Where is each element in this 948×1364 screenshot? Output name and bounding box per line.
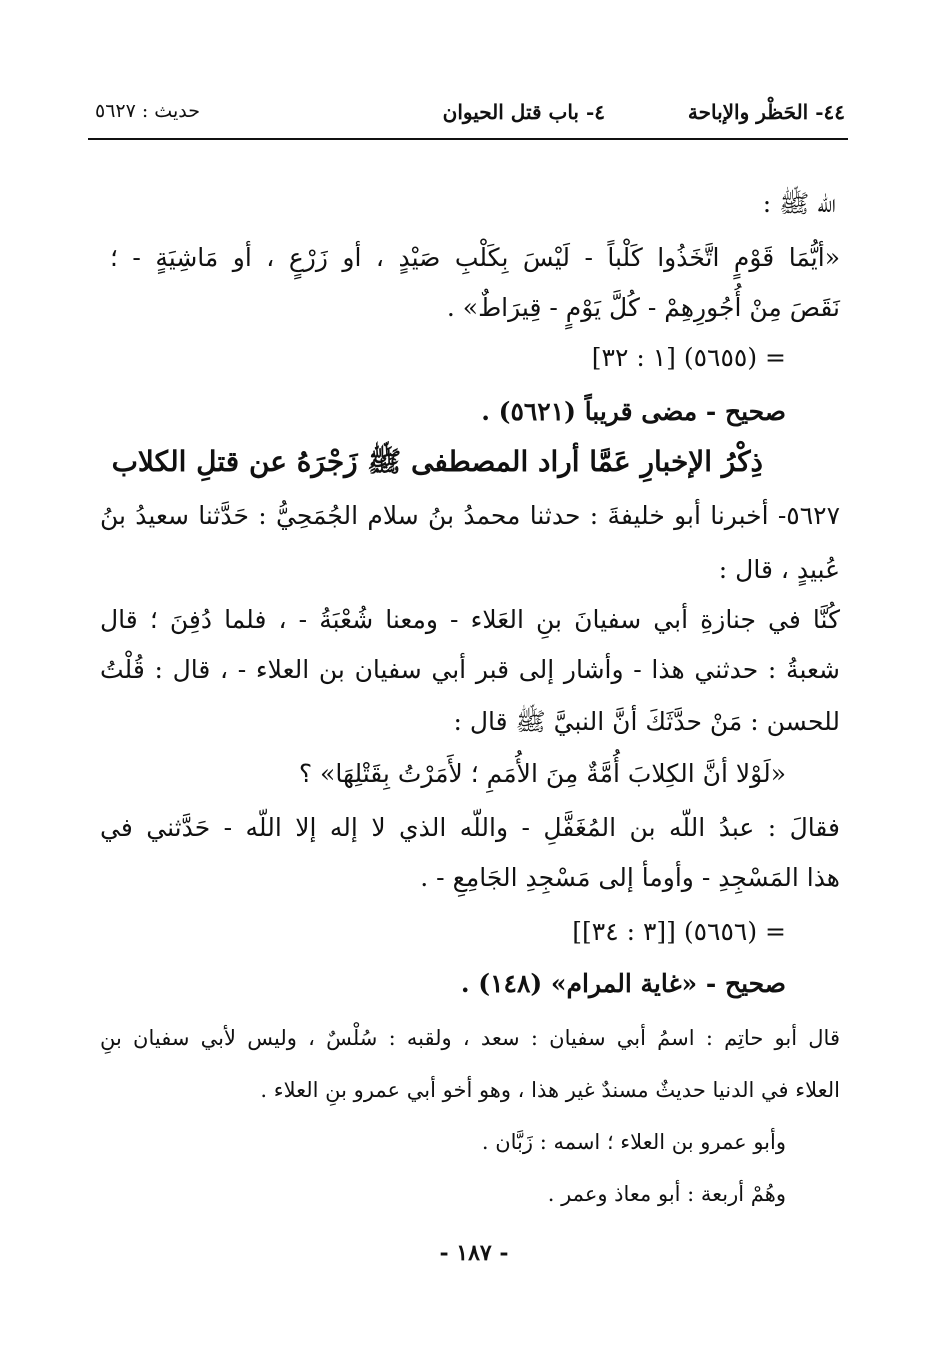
- header-rule: [88, 138, 848, 140]
- text-line-11: للحسن : مَنْ حدَّثَكَ أنَّ النبيَّ ﷺ قال :: [453, 707, 840, 736]
- text-line-19: وأبو عمرو بن العلاء ؛ اسمه : زَبَّان .: [481, 1130, 786, 1154]
- text-line-7: ٥٦٢٧- أخبرنا أبو خليفةَ : حدثنا محمدُ بنُ سلام الجُمَحِيُّ : حَدَّثنا سعيدُ بنُ: [100, 501, 840, 530]
- text-line-15: = (٥٦٥٦) [[٣ : ٣٤]]: [572, 917, 786, 946]
- chapter-title: ٤- باب قتل الحيوان: [442, 100, 605, 124]
- text-line-13: فقالَ : عبدُ اللّه بن المُغَفَّلِ - واللّه الذي لا إله إلا اللّه - حَدَّثني في: [100, 813, 840, 842]
- text-line-4: = (٥٦٥٥) [١ : ٣٢]: [591, 343, 786, 372]
- text-line-5: صحيح - مضى قريباً (٥٦٢١) .: [481, 397, 786, 426]
- page-number: - ١٨٧ -: [439, 1240, 509, 1266]
- section-heading: ذِكْرُ الإخبارِ عَمَّا أراد المصطفى ﷺ زَجْرَهُ عن قتلِ الكلاب: [111, 445, 763, 478]
- text-line-16: صحيح - «غاية المرام» (١٤٨) .: [460, 969, 786, 998]
- text-line-2: «أيُّمَا قَوْمٍ اتَّخَذُوا كَلْباً - لَيْسَ بِكَلْبِ صَيْدٍ ، أو زَرْعٍ ، أو مَاشِيَةٍ - ؛: [110, 243, 840, 272]
- book-title: ٤٤- الحَظْر والإباحة: [687, 100, 845, 124]
- text-line-17: قال أبو حاتِم : اسمُ أبي سفيان : سعد ، ولقبه : سُلْسٌ ، وليس لأبي سفيان بنِ: [100, 1026, 840, 1050]
- text-line-14: هذا المَسْجِدِ - وأومأ إلى مَسْجِدِ الجَامِعِ - .: [420, 863, 840, 892]
- text-line-1: الله ﷺ :: [762, 189, 836, 218]
- running-header: [95, 96, 845, 136]
- text-line-18: العلاء في الدنيا حديثٌ مسندٌ غير هذا ، وهو أخو أبي عمرو بنِ العلاء .: [260, 1078, 840, 1102]
- text-line-12: «لَوْلا أنَّ الكِلابَ أُمَّةٌ مِنَ الأُمَمِ ؛ لأَمَرْتُ بِقَتْلِهَا» ؟: [298, 759, 786, 788]
- text-line-9: كُنَّا في جنازةِ أبي سفيانَ بنِ العَلاء - ومعنا شُعْبَةُ - ، فلما دُفِنَ ؛ قال: [100, 605, 840, 634]
- hadith-number: حديث : ٥٦٢٧: [95, 100, 200, 122]
- text-line-3: نَقَصَ مِنْ أُجُورِهِمْ - كُلَّ يَوْمٍ - قِيرَاطٌ» .: [446, 293, 840, 322]
- text-line-8: عُبيدٍ ، قال :: [718, 555, 840, 584]
- text-line-20: وهُمْ أربعة : أبو معاذ وعمر .: [547, 1182, 786, 1206]
- text-line-10: شعبةُ : حدثني هذا - وأشار إلى قبر أبي سفيان بن العلاء - ، قال : قُلْتُ: [100, 655, 840, 684]
